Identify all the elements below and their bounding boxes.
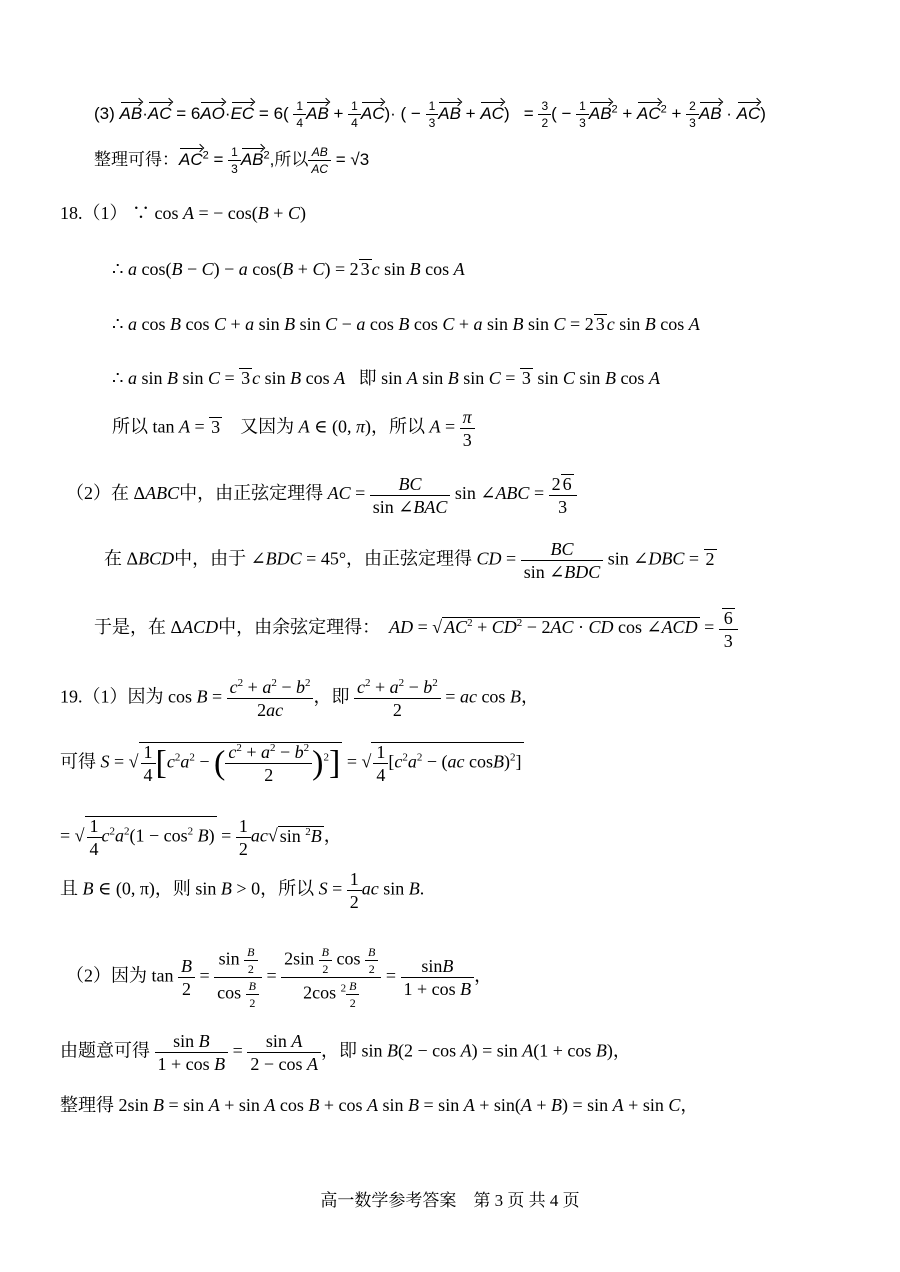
law-text: ，由正弦定理得 [346, 548, 473, 569]
organize-text: 整理得 [60, 1095, 114, 1115]
q19-line1: 19.（1）因为 cos B = $\frac{c^2 + a^2 - b^2}{2ac}$ ，即 $\frac{c^2 + a^2 - b^2}{2}$ = ac cos B， [60, 677, 539, 720]
part-label: （2）因为 [66, 965, 147, 986]
q19-part2-line3: 整理得 2sin B = sin A + sin A cos B + cos A sin B = sin A + sin(A + B) = sin A + sin C， [60, 1095, 699, 1115]
q18-line3: ∴ a cos B cos C + a sin B sin C − a cos B cos C + a sin B sin C = 2 3 c sin B cos A [112, 314, 700, 334]
q18-line2: ∴ a cos(B − C) − a cos(B + C) = 2 3 c sin B cos A [112, 259, 465, 279]
question-label: 18.（1） [60, 203, 128, 223]
q18-part2-line1: （2）在 ΔABC中，由正弦定理得 AC = $\frac{BC}{\text{sin ∠BAC}}$ sin ∠ABC = $\frac{2 6}{3}$ [66, 474, 577, 516]
also-text: 又因为 [240, 416, 295, 437]
so-text: 所以 [112, 416, 148, 437]
prefix-text: 于是，在 [94, 617, 166, 638]
ie-text: ，即 [320, 1040, 357, 1061]
part-label: （2）在 [66, 483, 129, 504]
law-text: 中，由余弦定理得： [218, 617, 381, 638]
from-problem-text: 由题意可得 [60, 1040, 150, 1061]
q19-part2-line2: 由题意可得 $\frac{\text{sin B}}{\text{1 + cos B}}$ = $\frac{\text{sin A}}{\text{2 − cos A}}$ ，即 sin B(2 − cos A) = sin A(1 + cos B)， [60, 1031, 631, 1074]
can-get-text: 可得 [60, 751, 96, 772]
q17-part3-line1: (3) AB·AC = 6AO·EC = 6( $\frac{1}{4}$ AB + $\frac{1}{4}$ AC)· ( − $\frac{1}{3}$ AB + AC) = $\frac{3}{2}$ ( − $\frac{1}{3}$ $AB^2 + AC^2$ + $\frac{2}{3}$ AB · AC) [94, 99, 766, 130]
conclusion-prefix: 整理可得： [94, 149, 179, 169]
page-footer: 高一数学参考答案 第 3 页 共 4 页 [320, 1191, 580, 1210]
q19-part2-line1: （2）因为 tan $\frac{B}{2}$ = sin $\frac{B}{2}$ cos $\frac{B}{2}$ = 2sin $\frac{B}{2}$ cos $\frac{B}{2}$ 2cos $^2$ $\frac{B}{2}$ = $\frac{\sin B}{\text{1 + cos B}}$ ， [66, 945, 493, 1010]
q19-line3: = √ $\frac{1}{4}$ $c^2a^2(1 - \cos^2 B)$ = $\frac{1}{2}$ ac√ sin $^2$B ， [60, 816, 342, 859]
and-text: 且 [60, 878, 78, 899]
so-text: ，所以 [260, 878, 315, 899]
ie-text: ，即 [313, 686, 350, 707]
ie-text: 即 [358, 368, 377, 388]
so-text: ,所以 [269, 149, 309, 169]
q18-line4: ∴ a sin B sin C = 3 c sin B cos A 即 sin A sin B sin C = 3 sin C sin B cos A [112, 368, 660, 388]
q18-part2-line3: 于是，在 ΔACD中，由余弦定理得： AD = √ $AC^2 + CD^2 - 2AC$ · CD cos ∠ACD = $\frac{6}{3}$ [94, 608, 738, 650]
q19-line2: 可得 S = √ $\frac{1}{4}$ [$c^2a^2$ − ( $\frac{c^2 + a^2 - b^2}{2}$ )$^2$] = √ $\frac{1}{4}$ [$c^2a^2 - (ac$ cosB)$^2$] [60, 742, 522, 785]
law-text: 中，由正弦定理得 [179, 483, 324, 504]
q18-line1: 18.（1） ∵ cos A = − cos(B + C) [60, 203, 306, 223]
q18-part2-line2: 在 ΔBCD中，由于 ∠BDC = 45°，由正弦定理得 CD = $\frac{BC}{\text{sin ∠BDC}}$ sin ∠DBC = 2 [104, 539, 715, 582]
part-label: (3) [94, 103, 115, 123]
therefore-symbol: ∴ [112, 259, 124, 279]
then-text: ，则 [154, 878, 191, 899]
so-text-2: ，所以 [371, 416, 426, 437]
in-text: 在 [104, 548, 122, 569]
because-symbol: ∵ [132, 203, 150, 223]
since-text: 中，由于 [174, 548, 247, 569]
q19-line4: 且 B ∈ (0, π)，则 sin B > 0，所以 S = $\frac{1}{2}$ ac sin B. [60, 869, 425, 912]
q17-part3-line2: 整理可得：$AC^2$ = $\frac{1}{3}$ $AB^2$,所以 $\frac{AB}{AC}$ = √3 [94, 145, 370, 176]
q18-line5: 所以 tan A = 3 又因为 A ∈ (0, π)，所以 A = $\frac{\pi}{3}$ [112, 408, 475, 449]
question-label: 19.（1）因为 [60, 686, 164, 707]
